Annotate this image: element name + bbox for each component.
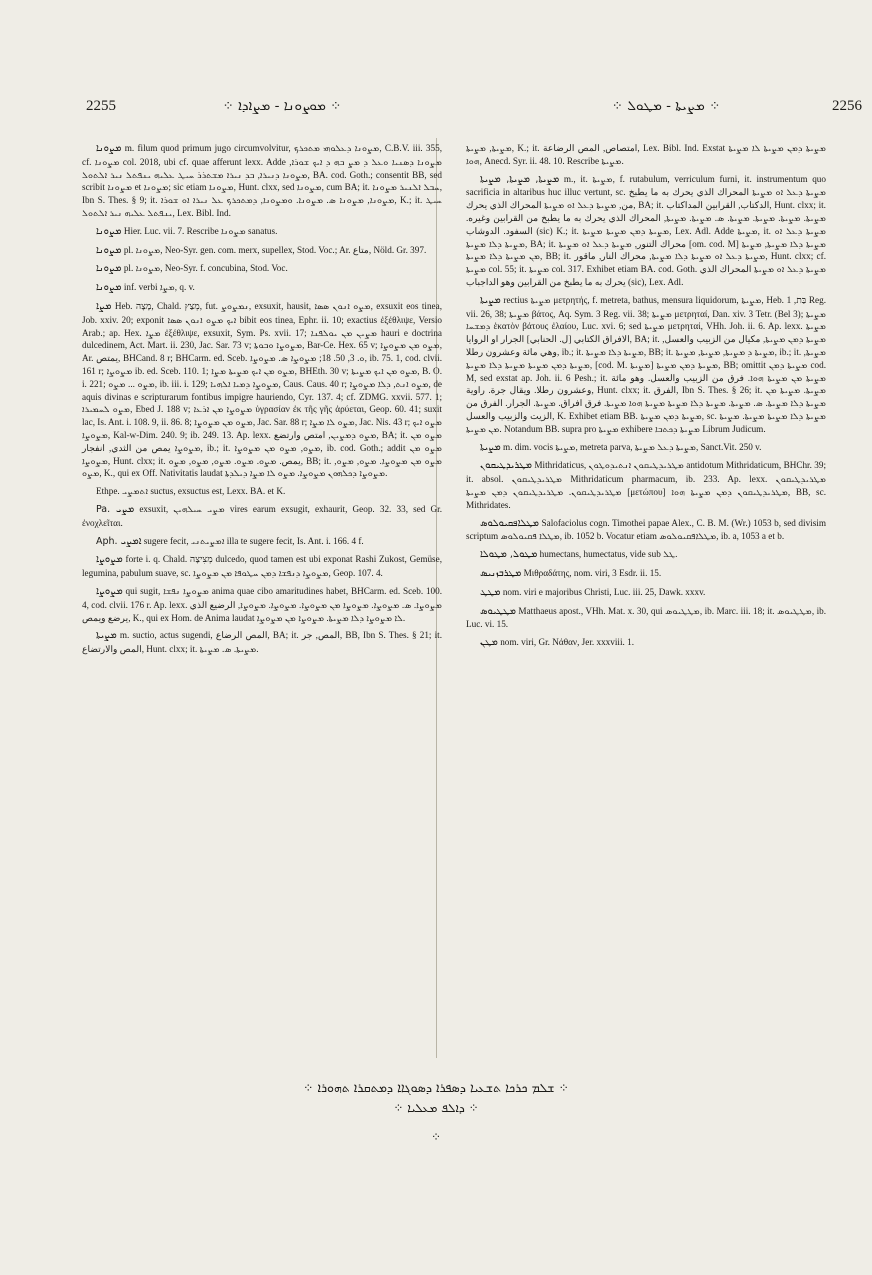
entry-text: pl. ܡܨܘܢܐ, Neo-Syr. gen. com. merx, supellex, Stod. Voc.; Ar. متاع, Nöld. Gr. 397. [123, 244, 427, 255]
entry [82, 142, 442, 220]
entry-text: Mithridaticus, ܡܛܪܝܕܛܝܩܘܢ ܐܢܬܝܕܘܛܘܢ antidotum Mithridaticum, BHChr. 39; it. absol. ܡܛܪܝܕܛܝܩܘܢ Mithridaticum pharmacum, ib. 233. Ap. lexx. ܡܛܪܝܕܛܝܩܘܢ ܡܛܪܝܕܛܝܩܘܢ. ܡܛܪܝܕܛܝܩܘܢ ܕܡܢ ܡܨܝܬܐ [μετώπου] ܡܛܪܝܕܛܝܩܘܢ ܕܡܢ ܡܨܝܬܐ ܗܘܐ, BB, sc. Mithridates. [466, 460, 826, 510]
entry [466, 459, 826, 511]
entry [466, 586, 826, 600]
entry-text: Heb. מָצָה, Chald. מְצַץ, fut. ܢܡܨܘܨ, exsuxit, hausit, ܡܨܘ ܐܢܘܢ ܣܣܐ, exsuxit eos tinea, Job. xxiv. 20; exponit ܐܝܟ ܡܨܘ ܐܢܘܢ ܣܣܐ bibit eos tinea, Ephr. ii. 10; exactius ἐξέθλιψε, Versio Arab.; ap. Hex. ܡܨܐ ἐξέθλιψε, exsuxit, Sym. Ps. xvii. 17; ܡܨܝܢ ܡܢ ܝܘܠܦܢܐ hauri e doctrina dulcedinem, Act. Mart. ii. 230, Jac. Sar. 73 v; ܡܨܘܨܐ ܘܒܘܬܐ, Bar-Ce. Hex. 65 v; ܡܨܘ ܡܢ ܡܨܘܨܐ, Ar. يمتص, BHCand. 8 r; BHCarm. ed. Sceb. ܘ. 3, 50. 18; ܡܨܘܨܐ ܣ. ܡܨܘܨܐ, ib. 75. 1, cod. clvii. 161 r; ܡܨܘܨܐ ib. ed. Sceb. 110. 1; ܡܨܘ ܡܢ ܐܝܟ ܡܨܝܬܐ ܡܨܐ, BHEth. 30 v; ܡܨܘ ܡܢ ܐܝܟ ܡܨܝܬܐ, B. O. i. 221; ܡܨܘ ... ܡܨܘ, ib. iii. i. 129; ܡܨܘܨܐ ܕܡܝܐ ܐܠܗܝܐ, Caus. Caus. 40 r; ܡܨܘ ܐܢܬ, ܕܠܐ ܡܨܘܨܐ, de aquis divinas e scripturarum fontibus impigre hauriendo, Cyr. 137. 4; cf. ZDMG. xxvii. 577. 1; ܡܨܘ ܠܚܡܝܪܐ, Ebed J. 188 v; ܡܨܘܨܐ ܡܢ ܐܪܥܐ ὑγρασίαν ἐκ τῆς γῆς ἀρύεται, Geop. 60. 41; suxit lac, Is. Ant. i. 108. 9, ii. 86. 8; ܡܨܘ ܡܢ ܡܨܘܨܐ, Jac. Sar. 88 r; ܡܨܘ ܠܐ ܡܨܐ, Jac. Nis. 43 r; ܡܨܘ ܐܝܟ ܡܨܘܨܐ, Kal-w-Dim. 240. 9; ib. 249. 13. Ap. lexx. ܡܨܘ ܕܡܨܝܢ, امتص وارتضع, BA; it. ܡܨܘ ܡܢ ܡܨܘܨܐ يمص من الثدي, انفجار, ib.; it. ܡܨܘ, ܡܨܘ ܡܢ ܡܨܘܨܐ, ib. cod. Goth.; addit ܡܨܘ ܡܢ ܡܨܘܨܐ, Hunt. clxx; it. يمص. ܡܨܘ. ܡܨܘ. ܡܨܘ, ܡܨܘ, ܡܨܘ, BB; it. ܡܨܘ ܡܢ ܡܨܘܨܐ. ܡܨܘ, ܡܨܘ, ܡܨܘ, K., qui ex Off. Nativitatis laudat ܡܨܘܨܐ ܕܟܠܗܘܢ ܡܨܘܨܐ. ܡܨܘ ܠܐ ܡܨܐ ܕܝܠܕܬܐ. [82, 300, 442, 479]
entry [82, 503, 442, 530]
entry-headword: ܡܨܝܬܐ [96, 630, 117, 642]
ornament-icon: ⁘ [430, 1130, 442, 1144]
entry-text: pl. ܡܨܘܢܐ, Neo-Syr. f. concubina, Stod. Voc. [123, 263, 288, 274]
entry-text: inf. verbi ܡܨܐ, q. v. [123, 282, 195, 293]
entry-headword: ܡܛܪܒܙܢܝܣ [480, 567, 522, 579]
entry-text: ܡܨܝܬܐ, ܡܨܝܬܐ, K.; it. امتصاص, المص الرضاعة, Lex. Bibl. Ind. Exstat ܡܨܝܬܐ ܕܡܢ ܡܨܝܬܐ ܠܐ ܡܨܝܬܐ ܗܘܐ, Anecd. Syr. ii. 48. 10. Rescribe ܡܨܝܬܐ. [466, 143, 826, 166]
entry [466, 441, 826, 455]
entry-headword: Aph. ܐܡܨܝ [96, 535, 142, 547]
entry-headword: ܡܛܘܠ, ܡܛܘܠܐ [480, 549, 538, 561]
entry [466, 636, 826, 650]
entry [82, 300, 442, 480]
entry-text: exsuxit, ܡܨܝ ܚܝܠܗܝܢ vires earum exsugit, exhaurit, Geop. 32. 33, sed Gr. ἐνοχλεῖται. [82, 503, 443, 528]
entry [82, 553, 442, 580]
entry-text: forte i. q. Chald. מְצִיצָה dulcedo, quod tamen est ubi exponat Rashi Zukost, Gemüse, legumina, pabulum suave, sc. ܡܨܘܨܐ ܕܢܦܫܐ ܕܡܢ ܚܛܘܦܐ ܡܢ ܡܨܘܨܐ, Geop. 107. 4. [82, 554, 443, 579]
entry-headword: ܡܨܝܬܐ [480, 441, 501, 453]
entry [82, 585, 442, 624]
entry-headword: ܡܨܘܢܐ [96, 143, 122, 154]
entry-headword: ܡܛܪܝܕܛܝܩܘܢ [480, 460, 533, 472]
entry [466, 173, 826, 289]
entry-text: Μιθραδάτης, nom. viri, 3 Esdr. ii. 15. [523, 567, 662, 578]
entry-text: Matthaeus apost., VHh. Mat. x. 30, qui ܡܛܛܝܘܣ, ib. Marc. iii. 18; it. ܡܛܛܝܘܣ, ib. Luc. vi. 15. [466, 605, 827, 630]
entry-headword: ܡܨܐ [96, 300, 112, 312]
entry-headword: ܡܛܠܐܦܩܝܘܠܘܣ [480, 517, 539, 529]
entry-headword: ܡܨܘܢܐ [96, 282, 122, 294]
right-column [466, 142, 826, 655]
left-column [82, 142, 442, 661]
entry [466, 548, 826, 562]
entry [466, 567, 826, 581]
entry-text: qui sugit, ܡܨܘܨܐ ܢܦܫܐ anima quae cibo amaritudines habet, BHCarm. ed. Sceb. 100. 4, cod. clvii. 176 r. Ap. lexx. ܡܨܘܨܐ. ܣ. ܡܨܘܨܐ. ܡܨܘܨܐ ܡܢ ܡܨܘܨܐ. ܡܨܘܨܐ. ܡܨܘܨܐ, الرضيع الذي يرضع ويمص, K., qui ex Hom. de Anima laudat ܠܐ ܡܨܘܨܐ ܕܠܐ ܡܨܝܬܐ. ܡܨܘܨܐ ܡܢ ܡܨܘܨܐ. [82, 585, 443, 623]
entry-subform [82, 485, 442, 498]
colophon-line-1: ⁘ ܫܠܡ ܟܪܟܐ ܬܫܥܝܐ ܕܣܦܪܐ ܕܣܘܓܐܐ ܕܡܬܩܪܐ ܬܗܘܪܐ ⁘ [303, 1080, 569, 1095]
entry [466, 294, 826, 436]
entry [466, 517, 826, 544]
entry-text: nom. viri, Gr. Νάθαν, Jer. xxxviii. 1. [500, 637, 634, 648]
entry-text: humectans, humectatus, vide sub ܛܠ. [539, 549, 678, 560]
colophon-line-2: ⁘ ܕܐܠܦ ܡܥܠܝܐ ⁘ [393, 1101, 479, 1115]
right-running-title: ⁘ ܡܨܝܬܐ - ܡܛܘܠ ⁘ [611, 98, 721, 114]
entry-text: rectius ܡܨܝܬܐ μετρητής, f. metreta, bathus, mensura liquidorum, ܡܨܝܬܐ, Heb. בַּת, 1 Reg. vii. 26, 38; ܡܨܝܬܐ βάτος, Aq. Sym. 3 Reg. vii. 38; ܡܨܝܬܐ μετρηταί, Dan. xiv. 3 Tetr. (Bel 3); ܡܨܝܬܐ ܕܡܫܚܐ ἑκατὸν βάτους ἐλαίου, Luc. xvi. 6; sed ܡܨܝܬܐ μετρηταί, VHh. Joh. ii. 6. Ap. lexx. ܡܨܝܬܐ الافراق الكتابي [ل. الحنابي] الجرار او الروايا, BA; it. ܡܨܝܬܐ ܕܡܢ ܡܨܝܬܐ, مكيال من الزبيب والعسل, وهي مائة وعشرون رطلا, ib.; it. ܡܨܝܬܐ ܕܠܐ ܡܨܝܬܐ, BB; it. ܡܨܝܬܐ ܕ ܡܨܝܬܐ, ܡܨܝܬܐ, ܡܨܝܬܐ, ib.; it. ܡܨܝܬܐ, ܡܨܝܬܐ ܕܡܢ ܡܨܝܬܐ ܡܨܝܬܐ ܕܠܐ ܡܨܝܬܐ, [cod. M. ܡܨܝܬܐ] ܡܨܝܬܐ ܕܡܢ ܡܨܝܬܐ, BB; omittit ܡܨܝܬܐ ܕܡܢ cod. M, sed exstat ap. Joh. ii. 6 Pesh.; it. ܡܨܝܬܐ ܡܢ ܡܨܝܬܐ ܗܘܐ. فرق من الزبيب والعسل. وهو مائة وعشرون رطلا. ويقال جرة. راوية, Hunt. clxx; it. الفرق, Ibn S. Thes. § 26; it. ܡܨܝܬܐ. ܡܨܝܬܐ ܡܢ ܡܨܝܬܐ ܕܠܐ ܡܨܝܬܐ. ܣ. ܡܨܝܬܐ. ܡܨܝܬܐ ܕܠܐ ܡܨܝܬܐ ܡܨܝܬܐ ܗܘܐ ܡܨܝܬܐ. فرق افراق. ܡܨܝܬܐ. الجرار. الفرق من الزيت والزبيب والعسل, K. Exhibet etiam BB. ܡܨܝܬܐ ܕܡܢ ܡܨܝܬܐ, sc. ܡܨܝܬܐ ܕܠܐ ܡܨܝܬܐ ܡܨܝܬܐ. ܡܨܝܬܐ ܡܢ ܡܨܝܬܐ. Notandum BB. supra pro ܡܨܝܬܐ exhibere ܡܨܝܬܐ ܕܟܬܒܐ Librum Judicum. [466, 294, 827, 434]
entry-text: m. suctio, actus sugendi, المص الرضاع, BA; it. المص, جر, BB, Ibn S. Thes. § 21; it. المص والارتضاع, Hunt. clxx; it. ܡܨܝܬܐ. ܣ. ܡܨܝܬܐ. [82, 630, 443, 655]
entry [82, 535, 442, 549]
entry-headword: ܡܨܘܢܐ [96, 225, 122, 237]
right-page-header [470, 94, 862, 122]
entry-continuation [466, 142, 826, 168]
entry-headword: ܡܨܘܢܐ [96, 244, 122, 256]
entry-text: Ethpe. ܐܬܡܨܝ suctus, exsuctus est, Lexx. BA. et K. [96, 486, 286, 497]
left-running-title: ⁘ ܡܘܨܘܢܐ - ܡܨܐܕܐ ⁘ [222, 98, 342, 114]
entry-text: Hier. Luc. vii. 7. Rescribe ܡܨܘܢܐ sanatus. [123, 225, 278, 236]
entry [82, 281, 442, 295]
entry [466, 605, 826, 632]
entry-headword: ܡܨܘܢܐ [96, 263, 122, 275]
entry-text: m. dim. vocis ܡܨܝܬܐ, metreta parva, ܡܨܝܬܐ ܕܥܠ ܡܨܝܬܐ, Sanct.Vit. 250 v. [503, 441, 762, 452]
entry [82, 225, 442, 239]
entry-headword: ܡܨܘܨܐ [96, 585, 123, 597]
entry-text: sugere fecit, ܐܡܨܝܬܢܝ illa te sugere fecit, Is. Ant. i. 166. 4 f. [143, 535, 364, 546]
entry-headword: ܡܛܛ [480, 586, 501, 598]
entry [82, 262, 442, 276]
entry [82, 629, 442, 656]
entry-headword: ܡܨܝܬܐ, ܡܨܝܬܐ, ܡܨܝܬܐ [480, 173, 560, 185]
left-page-header [86, 94, 478, 122]
entry-headword: Pa. ܡܨܝ [96, 503, 135, 515]
entry-text: m., it. ܡܨܝܬܐ, f. rutabulum, verriculum furni, it. instrumentum quo sacrificia in altaribus huc illuc vertunt, sc. ܡܨܝܬܐ ܕܥܠ ܐܘ ܡܨܝܬܐ المحراك الذي يحرك به ما يطبخ من, ܡܨܝܬܐ ܕܥܠ ܐܘ ܡܨܝܬܐ المحراك الذي يحرك, BA; it. الدكتاب, القرابين المداكتاب, Hunt. clxx; it. ܡܨܝܬܐ. ܡܨܝܬܐ. ܡܨܝܬܐ. ܡܨܝܬܐ. ܣ. ܡܨܝܬܐ. ܡܨܝܬܐ, المحراك الذي يحرك به ما يطبخ من القرابين وغيره. السفود. الدوشاب (sic) K.; it. ܡܨܝܬܐ ܕܡܢ ܡܨܝܬܐ ܡܨܝܬܐ, Lex. Adl. Adde ܡܨܝܬܐ, it. ܡܨܝܬܐ ܕܥܠ ܐܘ ܡܨܝܬܐ ܕܠܐ ܡܨܝܬܐ, BA; it. محراك التنور, ܡܨܝܬܐ ܕܥܠ ܐܘ ܡܨܝܬܐ [om. cod. M] ܡܨܝܬܐ ܕܠܐ ܡܨܝܬܐ, ܡܨܝܬܐ ܡܢ ܡܨܝܬܐ ܕܠܐ ܡܨܝܬܐ, BB; it. ܡܨܝܬܐ ܕܥܠ ܐܘ ܡܨܝܬܐ ܕܠܐ ܡܨܝܬܐ, محراك النار, ماقور, Hunt. clxx; cf. ܡܨܝܬܐ col. 55; it. ܡܨܝܬܐ col. 317. Exhibet etiam BA. cod. Goth. ܡܨܝܬܐ ܕܥܠ ܐܘ ܡܨܝܬܐ المحراك الذي يحرك به ما يطبخ من القرابين وهو الداجباب (sic), Lex. Adl. [466, 173, 827, 287]
entry-text: Salofaciolus cogn. Timothei papae Alex., C. B. M. (Wr.) 1053 b, sed divisim scriptum ܡܛܠܐ ܦܩܝܘܠܘܣ, ib. 1052 b. Vocatur etiam ܡܛܠܐܦܩܝܘܠܘܣ, ib. a, 1053 a et b. [466, 517, 826, 542]
entry-headword: ܡܛܛܝܘܣ [480, 605, 516, 617]
entry-headword: ܡܨܝܬܐ [480, 294, 501, 306]
right-page-number: 2256 [832, 98, 862, 114]
left-page-number: 2255 [86, 98, 116, 114]
entry-headword: ܡܛܢ [480, 637, 498, 649]
entry-headword: ܡܨܘܨܐ [96, 554, 123, 566]
entry [82, 244, 442, 258]
entry-text: m. filum quod primum jugo circumvolvitur, ܡܨܘܢܐ ܕܥܠܘܗܝ ܡܬܟܪܟ, C.B.V. iii. 355, cf. ܡܨܘܢܐ col. 2018, ubi cf. quae afferunt lexx. Adde ܡܨܘܢܐ ܕܣܢܝܐ ܘܥܠ ܕ ܡܨ ܒܗ ܕ ܐܝܟ ܫܘܪܐ, ܡܨܘܢܐ ܕܢܝܪܐ, ܒܕ ܢܝܪܐ ܡܫܬܪܪ ܚܝܛ ܥܠܝܗ ܝܢܦܬܠ ܢܝܪ ܐܠܬܘܠ, BA. cod. Goth.; consentit BB, sed scribit ܡܨܘܢܐ et ܡܨܘܢܐ; sic etiam ܡܨܘܢܐ, Hunt. clxx, sed ܡܨܘܢܐ, cum BA; it. ܚܒܠ ܐܠܢܝܪ ܡܨܘܢܐ, Ibn S. Thes. § 9; it. ܡܨܘܢܐ, ܡܨܘܢܐ ܣ. ܡܨܘܢܐ. ܘܡܨܘܢܐ, ܕܡܬܟܪܟ ܥܠ ܢܝܪܐ ܐܘ ܫܘܪܐ, K.; it. ܚܝܛ ܝܢܦܬܠ ܥܠܝܗ ܢܝܪ ܐܠܬܘܠ, Lex. Bibl. Ind. [82, 143, 442, 218]
entry-text: nom. viri e majoribus Christi, Luc. iii. 25, Dawk. xxxv. [502, 586, 706, 597]
